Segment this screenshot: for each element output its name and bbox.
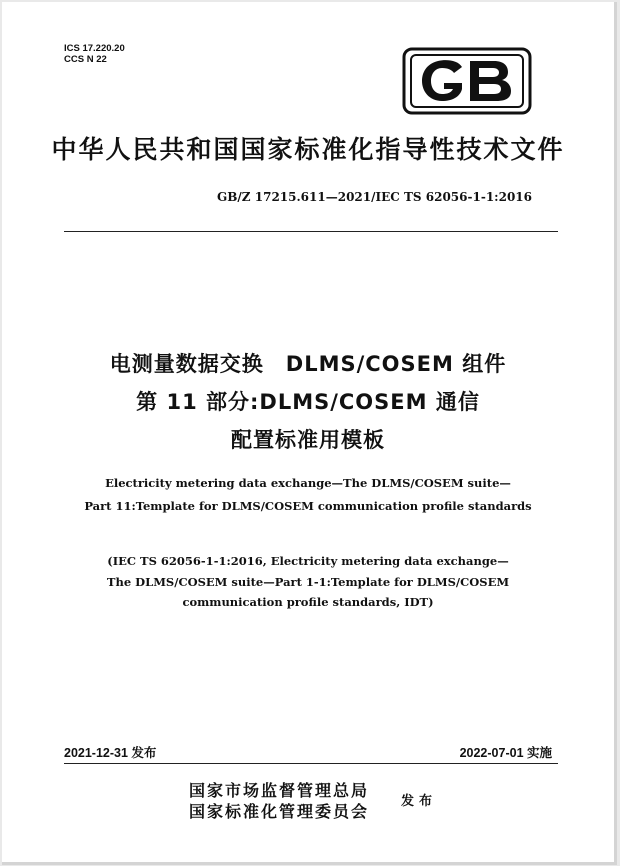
title-cn-line-2: 第 11 部分:DLMS/COSEM 通信 [136, 390, 480, 414]
title-cn-line-3: 配置标准用模板 [231, 428, 385, 452]
title-en-line-2: Part 11:Template for DLMS/COSEM communication profile standards [84, 499, 532, 513]
implementation-date: 2022-07-01 实施 [459, 746, 552, 760]
publication-date: 2021-12-31 发布 [64, 746, 157, 760]
gb-logo-icon [402, 47, 532, 115]
issuer-line-1: 国家市场监督管理总局 [189, 781, 370, 800]
document-category-title: 中华人民共和国国家标准化指导性技术文件 [51, 135, 565, 164]
title-en-line-1: Electricity metering data exchange—The DLMS/COSEM suite— [105, 476, 511, 490]
classification-codes [64, 43, 125, 65]
equivalence-line-1: (IEC TS 62056-1-1:2016, Electricity metering data exchange— [107, 554, 509, 568]
document-page [2, 2, 617, 865]
header-divider [64, 231, 558, 232]
issuer-line-2: 国家标准化管理委员会 [189, 802, 370, 821]
equivalence-line-3: communication profile standards, IDT) [182, 595, 434, 609]
standard-number: GB/Z 17215.611—2021/IEC TS 62056-1-1:2016 [217, 190, 532, 204]
ics-code: ICS 17.220.20 [64, 43, 125, 54]
issue-label: 发布 [401, 794, 438, 809]
title-cn-line-1: 电测量数据交换 DLMS/COSEM 组件 [109, 352, 507, 376]
equivalence-line-2: The DLMS/COSEM suite—Part 1-1:Template for DLMS/COSEM [106, 575, 510, 589]
ccs-code: CCS N 22 [64, 54, 107, 65]
footer-divider [64, 763, 558, 764]
